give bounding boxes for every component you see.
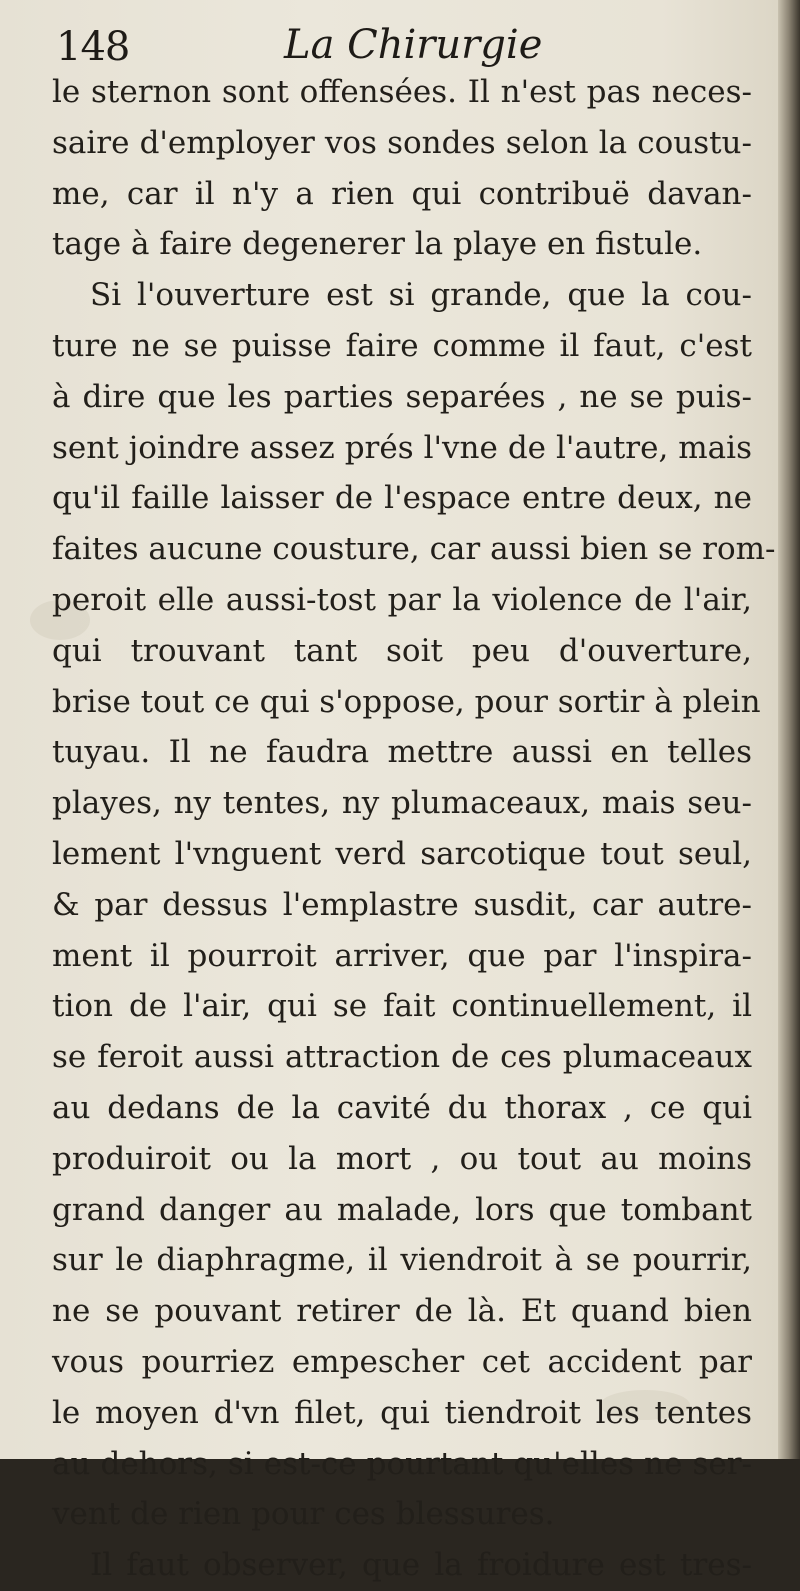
body-text	[52, 67, 776, 1591]
page-edge	[778, 0, 800, 1459]
text-line: sur le diaphragme, il viendroit à se pourrir,	[52, 1242, 752, 1279]
text-line: ture ne se puisse faire comme il faut, c'est	[52, 327, 752, 364]
text-line: tuyau. Il ne faudra mettre aussi en telles	[52, 734, 752, 771]
text-line: saire d'employer vos sondes selon la coustu-	[52, 124, 752, 161]
text-line: faites aucune cousture, car aussi bien se rom-	[52, 531, 776, 568]
text-line: ne se pouvant retirer de là. Et quand bien	[52, 1293, 752, 1330]
text-line: peroit elle aussi-tost par la violence de l'air,	[52, 581, 752, 618]
text-line: à dire que les parties separées , ne se puis-	[52, 378, 752, 415]
running-title: La Chirurgie	[284, 22, 543, 68]
text-line: ment il pourroit arriver, que par l'inspira-	[52, 937, 752, 974]
text-line: vous pourriez empescher cet accident par	[52, 1343, 752, 1380]
text-line: au dedans de la cavité du thorax , ce qui	[52, 1089, 752, 1126]
text-line: tion de l'air, qui se fait continuellement, il	[52, 988, 752, 1025]
text-line: qu'il faille laisser de l'espace entre deux, ne	[52, 480, 752, 517]
text-line: sent joindre assez prés l'vne de l'autre, mais	[52, 429, 752, 466]
text-line: le moyen d'vn filet, qui tiendroit les tentes	[52, 1394, 752, 1431]
text-line: me, car il n'y a rien qui contribuë davan-	[52, 175, 752, 212]
text-line: Il faut observer, que la froidure est tres-	[90, 1547, 752, 1584]
text-line: & par dessus l'emplastre susdit, car autre-	[52, 886, 752, 923]
text-line: le sternon sont offensées. Il n'est pas neces-	[52, 74, 752, 110]
text-line: produiroit ou la mort , ou tout au moins	[52, 1140, 752, 1177]
text-line: brise tout ce qui s'oppose, pour sortir à plein	[52, 683, 761, 720]
page-number: 148	[56, 24, 130, 70]
text-line: grand danger au malade, lors que tombant	[52, 1191, 752, 1228]
text-line: playes, ny tentes, ny plumaceaux, mais seu-	[52, 785, 752, 822]
text-line: Si l'ouverture est si grande, que la cou-	[90, 277, 752, 314]
text-line: vent de rien pour ces blessures.	[52, 1496, 555, 1533]
text-line: au dehors, si est-ce pourtant qu'elles ne ser-	[52, 1445, 752, 1482]
text-line: qui trouvant tant soit peu d'ouverture,	[52, 632, 752, 669]
text-line: lement l'vnguent verd sarcotique tout seul,	[52, 835, 752, 872]
text-line: se feroit aussi attraction de ces plumaceaux	[52, 1039, 752, 1076]
text-line: tage à faire degenerer la playe en fistule.	[52, 226, 703, 263]
